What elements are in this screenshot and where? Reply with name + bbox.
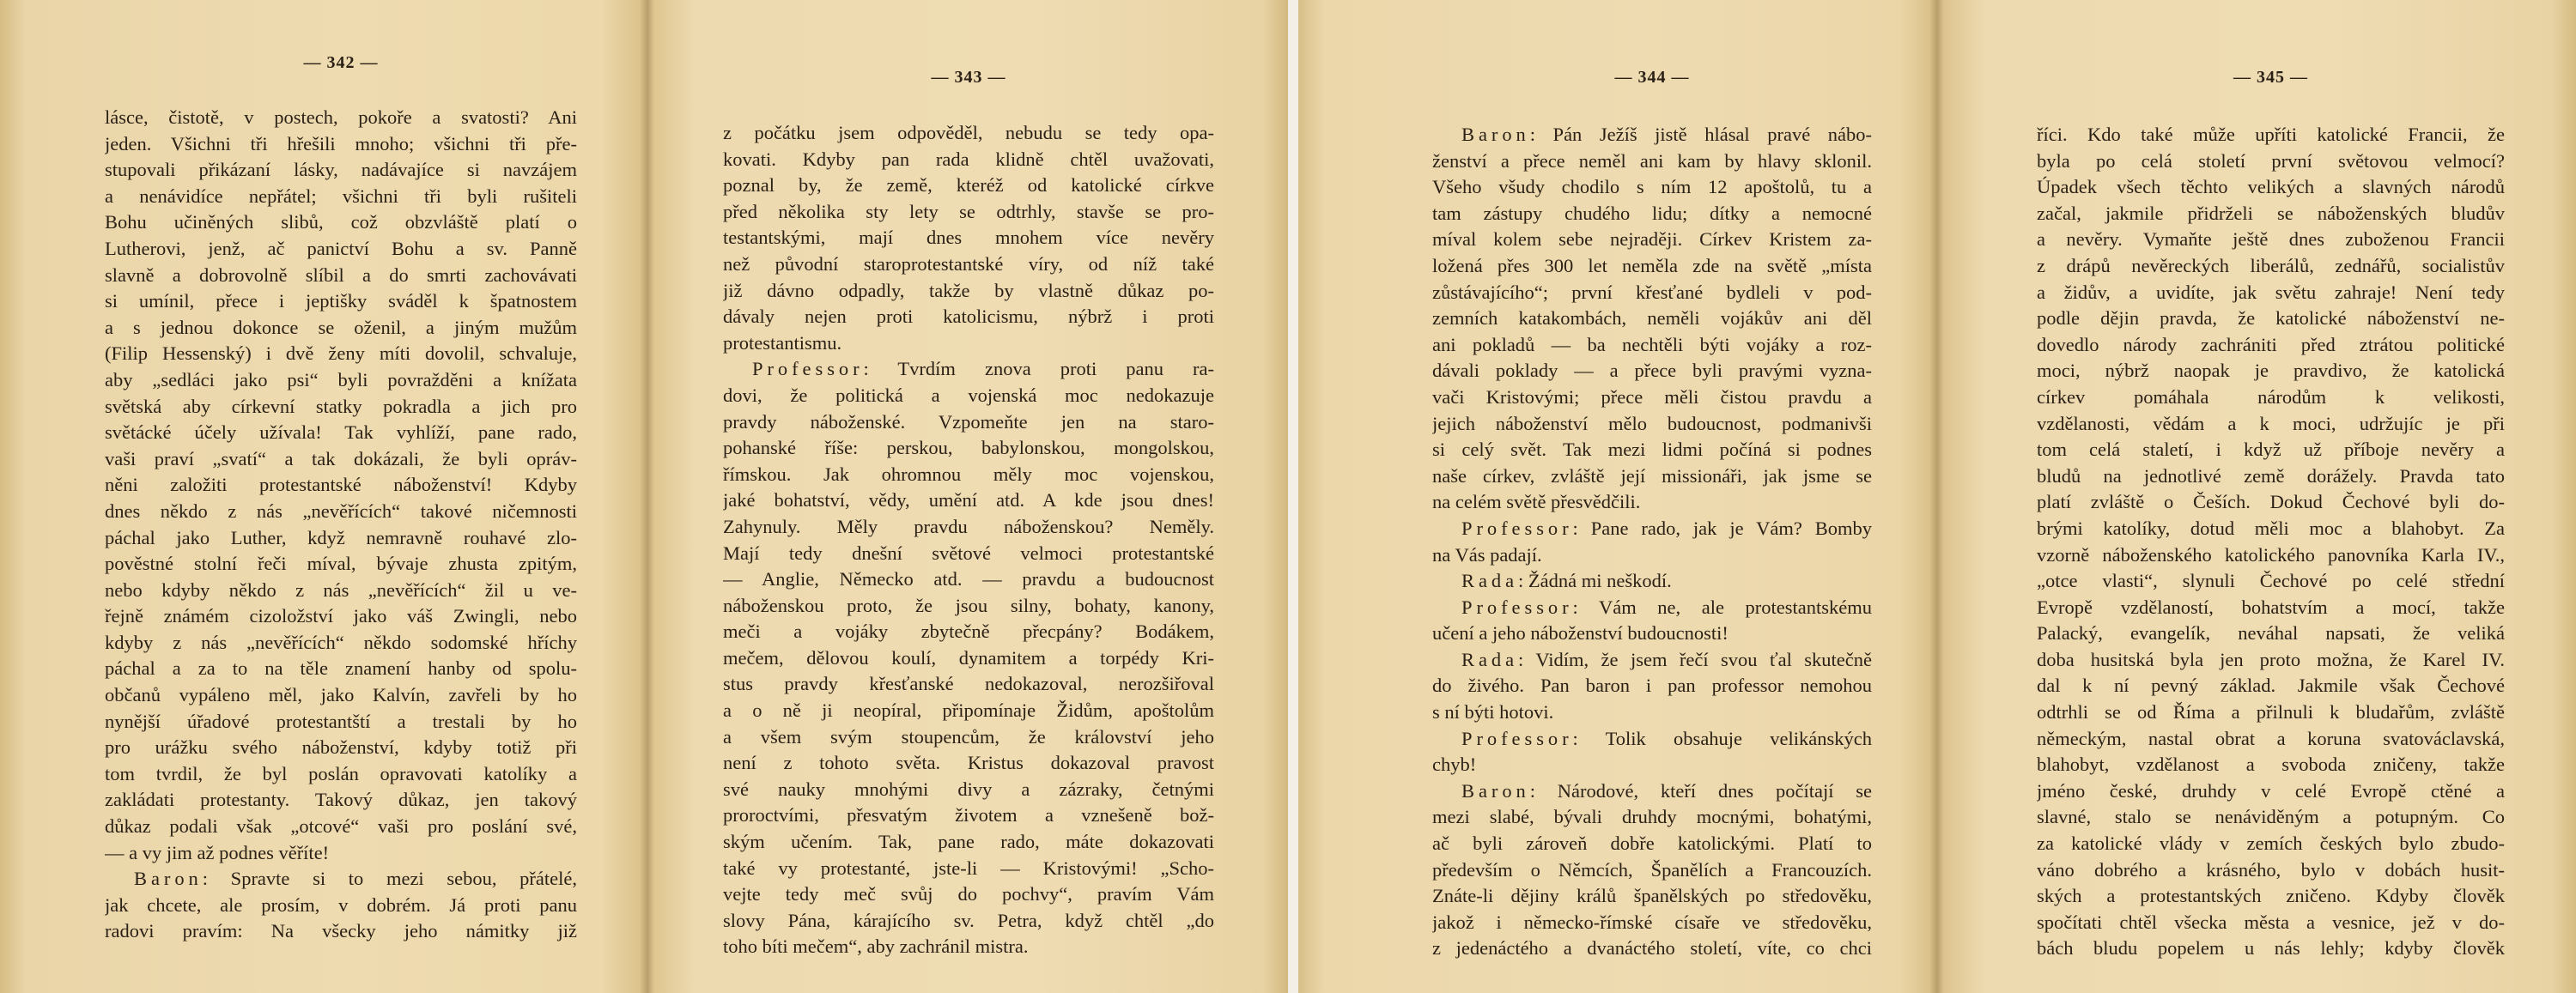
text-line: jaké bohatství, vědy, umění atd. A kde jsou dnes! (723, 489, 1214, 512)
text-line: nynější úřadové protestantští a trestali by ho (105, 710, 577, 732)
text-line: a s jednou dokonce se oženil, a jiným mužům (105, 316, 577, 338)
page-text (723, 120, 1214, 960)
paragraph (723, 356, 1214, 960)
paragraph (1432, 122, 1872, 516)
text-line: zakládati protestanty. Takový důkaz, jen takový (105, 789, 577, 811)
text-line: naše církev, zvláště její missionáři, jak jsme se (1432, 464, 1872, 487)
text-line: a všem svým stoupencům, že království jeho (723, 725, 1214, 748)
text-line: moci, nýbrž naopak je pravdivo, že katolická (2037, 360, 2505, 382)
text-line: zůstávajícího“; první křesťané bydleli v pod- (1432, 281, 1872, 303)
text-line: z drápů nevěreckých liberálů, zednářů, socialistův (2037, 254, 2505, 276)
text-line: vejte tedy meč svůj do pochvy“, pravím Vám (723, 883, 1214, 905)
text-line: byla po celá století první světovou velmocí? (2037, 149, 2505, 172)
speech-text: : Pane rado, jak je Vám? Bomby (1572, 517, 1872, 539)
text-line: pověstné stolní řeči míval, bývaje zhusta zpitým, (105, 553, 577, 575)
text-line: poznal by, že země, kteréž od katolické církve (723, 174, 1214, 197)
speech-text: : Tolik obsahuje velikánských (1572, 727, 1872, 749)
text-line: ač byli zároveň dobře katolickými. Platí to (1432, 833, 1872, 855)
text-line: a o ně ji neopíral, připomínaje Židům, apoštolům (723, 699, 1214, 722)
text-line: jeden. Všichni tři hřešili mnoho; všichni tři pře- (105, 132, 577, 154)
page-343 (723, 0, 1214, 993)
text-line: dal k ní pevný základ. Jakmile však Čechové (2037, 675, 2505, 697)
text-line: něni založiti protestantské náboženství! Kdyby (105, 474, 577, 496)
text-line: a nenávidíce nepřátel; všichni tři byli rušiteli (105, 185, 577, 207)
text-line: protestantismu. (723, 331, 842, 354)
text-line: za katolické vlády v zemích českých bylo zbudo- (2037, 833, 2505, 855)
text-line: odtrhli se od Říma a přilnuli k bludařům, zvláště (2037, 701, 2505, 724)
text-line: ložená přes 300 let neměla zde na světě „místa (1432, 254, 1872, 276)
text-line: nebo kdyby někdo z nás „nevěřících“ žil u ve- (105, 578, 577, 601)
text-line: ani pokladů — ba nechtěli býti vojáky a roz- (1432, 333, 1872, 355)
text-line: jméno české, druhdy v celé Evropě ctěné a (2037, 779, 2505, 802)
text-line: Evropě vzdělaností, bohatstvím a mocí, takže (2037, 596, 2505, 618)
text-line: Mají tedy dnešní světové velmoci protestantské (723, 542, 1214, 564)
text-line: ženství a přece neměl ani kam by hlavy sklonil. (1432, 149, 1872, 172)
text-line: jak chcete, ale prosím, v dobrém. Já proti panu (105, 893, 577, 916)
text-line: než původní staroprotestantské víry, od níž také (723, 252, 1214, 275)
text-line: páchal jako Luther, když nemravně rouhavé zlo- (105, 526, 577, 548)
speaker-name: Professor (752, 358, 864, 380)
text-line (1432, 516, 1872, 542)
speaker-name: Professor (1461, 727, 1573, 749)
text-line: — a vy jim až podnes věříte! (105, 841, 330, 863)
speech-text: : Žádná mi neškodí. (1518, 570, 1672, 592)
text-line: Palacký, evangelík, neváhal napsati, že veliká (2037, 622, 2505, 645)
book-spread-right (1298, 0, 2576, 993)
text-line (723, 356, 1214, 383)
text-line: ských a protestantských zničeno. Kdyby člověk (2037, 885, 2505, 907)
text-line: začal, jakmile přidrželi se náboženských bludův (2037, 202, 2505, 224)
page-345 (2037, 0, 2505, 993)
text-line: dávali poklady — a přece byli pravými vyzna- (1432, 360, 1872, 382)
text-line: své nauky mnohými divy a zázraky, četnými (723, 778, 1214, 800)
text-line: tom tvrdil, že byl poslán opravovati katolíky a (105, 762, 577, 784)
page-number: — 343 — (931, 68, 1006, 87)
page-text (2037, 122, 2505, 962)
text-line: radovi pravím: Na všecky jeho námitky již (105, 920, 577, 942)
speaker-name: Baron (1461, 779, 1530, 802)
page-number: — 342 — (303, 53, 379, 72)
text-line: toho bíti mečem“, aby zachránil mistra. (723, 935, 1029, 958)
text-line: doba husitská byla jen proto možna, že Karel IV. (2037, 648, 2505, 670)
text-line: není z tohoto světa. Kristus dokazoval pravost (723, 752, 1214, 774)
text-line: bludů na jednotlivé země dorážely. Pravda tato (2037, 464, 2505, 487)
text-line: stus pravdy křesťanské nedokazoval, nerozšiřoval (723, 673, 1214, 695)
text-line: říci. Kdo také může upříti katolické Francii, že (2037, 124, 2505, 145)
page-number: — 345 — (2233, 68, 2308, 87)
page-342 (105, 0, 577, 993)
text-line: míval kolem sebe nejraději. Církev Kristem za- (1432, 228, 1872, 251)
text-line: stupovali přikázaní lásky, nadávajíce si navzájem (105, 159, 577, 181)
speech-text: : Vám ne, ale protestantskému (1572, 596, 1872, 618)
speaker-name: Baron (134, 868, 203, 890)
text-line: vaši praví „svatí“ a tak dokázali, že byli opráv- (105, 447, 577, 469)
text-line: podle dějin pravda, že katolické náboženství ne- (2037, 307, 2505, 330)
text-line: na celém světě přesvědčili. (1432, 491, 1641, 513)
text-line: aby „sedláci jako psi“ byli povražděni a knížata (105, 368, 577, 391)
text-line: a židův, a uvidíte, jak světu zahraje! Není tedy (2037, 281, 2505, 303)
text-line: vzdělanosti, vědám a k moci, udržujíc je při (2037, 412, 2505, 434)
paragraph (1432, 726, 1872, 778)
text-line: ským učením. Tak, pane rado, máte dokazovati (723, 831, 1214, 853)
speaker-name: Baron (1461, 124, 1530, 145)
paragraph (1432, 647, 1872, 726)
text-line: Zahynuly. Měly pravdu náboženskou? Neměly. (723, 515, 1214, 537)
text-line: jejich náboženství mělo budoucnost, podmanivši (1432, 412, 1872, 434)
speech-text: : Pán Ježíš jistě hlásal pravé nábo- (1529, 124, 1872, 145)
text-line: tom celá staletí, i když už příboje nevěry a (2037, 439, 2505, 461)
text-line: světácké účely užívala! Tak vyhlíží, pane rado, (105, 421, 577, 444)
text-line: lásce, čistotě, v postech, pokoře a svatosti? Ani (105, 106, 577, 128)
page-number: — 344 — (1614, 68, 1690, 87)
paragraph (1432, 778, 1872, 962)
text-line: slavně a dobrovolně slíbil a do smrti zachovávati (105, 263, 577, 286)
text-line: páchal a za to na těle znamení hanby od spolu- (105, 657, 577, 680)
text-line: jakož i německo-římské císaře ve středověku, (1432, 911, 1872, 933)
text-line: do živého. Pan baron i pan professor nemohou (1432, 675, 1872, 697)
text-line: vzorně náboženského katolického panovníka Karla IV., (2037, 543, 2505, 566)
text-line: Znáte-li dějiny králů španělských po středověku, (1432, 885, 1872, 907)
text-line: slovy Pána, kárajícího sv. Petra, když chtěl „do (723, 909, 1214, 931)
text-line: a nevěry. Vymaňte ještě dnes zuboženou Francii (2037, 228, 2505, 251)
text-line: chyb! (1432, 754, 1477, 776)
text-line: pravdy náboženské. Vzpomeňte jen na staro- (723, 410, 1214, 433)
text-line: učení a jeho náboženství budoucnosti! (1432, 622, 1728, 645)
text-line: tam zástupy chudého lidu; dítky a nemocné (1432, 202, 1872, 224)
paragraph (105, 866, 577, 945)
paragraph (105, 105, 577, 866)
text-line (1432, 778, 1872, 805)
text-line (1432, 122, 1872, 148)
text-line: proroctvími, přesvatým životem a vznešeně bož- (723, 804, 1214, 826)
text-line: dovi, že politická a vojenská moc nedokazuje (723, 384, 1214, 406)
text-line: církev pomáhala národům k velikosti, (2037, 385, 2505, 408)
text-line: světská aby církevní statky pokradla a jich pro (105, 395, 577, 417)
text-line: především o Němcích, Španělích a Francouzích. (1432, 858, 1872, 881)
text-line: na Vás padají. (1432, 543, 1542, 566)
speaker-name: Professor (1461, 517, 1573, 539)
text-line: slavné, stalo se nenáviděným a potupným. Co (2037, 806, 2505, 828)
paragraph (1432, 516, 1872, 568)
text-line (105, 866, 577, 893)
text-line: kdyby z nás „nevěřících“ někdo sodomské hříchy (105, 631, 577, 653)
speech-text: : Národové, kteří dnes počítají se (1529, 779, 1872, 802)
text-line: meči a vojáky zbytečně přecpány? Bodákem, (723, 621, 1214, 643)
text-line: Úpadek všech těchto velikých a slavných národů (2037, 176, 2505, 198)
speaker-name: Professor (1461, 596, 1573, 618)
text-line: občanů vypáleno měl, jako Kalvín, zavřeli by ho (105, 684, 577, 706)
text-line: bách bludu popelem u nás lehly; kdyby člověk (2037, 937, 2505, 960)
text-line: mezi slabé, bývali druhdy mocnými, bohatými, (1432, 806, 1872, 828)
text-line: váno dobrého a krásného, bylo v dobách husit- (2037, 858, 2505, 881)
text-line: dovedlo národy zachrániti před ztrátou politické (2037, 333, 2505, 355)
text-line: Lutherovi, jenž, ač panictví Bohu a sv. Panně (105, 237, 577, 259)
text-line: pohanské říše: perskou, babylonskou, mongolskou, (723, 437, 1214, 459)
text-line: z jedenáctého a dvanáctého století, víte, co chci (1432, 937, 1872, 960)
text-line: dnes někdo z nás „nevěřících“ takové ničemnosti (105, 500, 577, 522)
text-line: římskou. Jak ohromnou měly moc vojenskou, (723, 463, 1214, 485)
text-line: náboženskou proto, že jsou silny, bohaty, kanony, (723, 594, 1214, 616)
speaker-name: Rada (1461, 570, 1519, 592)
text-line: blahobyt, vzdělanost a svoboda zničeny, takže (2037, 754, 2505, 776)
speaker-name: Rada (1461, 648, 1519, 670)
text-line: testantskými, mají dnes mnohem více nevěry (723, 227, 1214, 249)
text-line (1432, 595, 1872, 621)
text-line: Bohu učiněných slibů, což obzvláště platí o (105, 211, 577, 233)
text-line: důkaz podali však „otcové“ vaši pro poslání své, (105, 815, 577, 838)
text-line: Všeho všudy chodilo s ním 12 apoštolů, tu a (1432, 176, 1872, 198)
text-line: zemních katakombách, neměli vojákův ani děl (1432, 307, 1872, 330)
text-line: již dávno odpadly, takže by vlastně důkaz po- (723, 279, 1214, 301)
text-line: si umínil, přece i jeptišky sváděl k špatnostem (105, 290, 577, 312)
text-line: také vy protestanté, jste-li — Kristovými! „Scho- (723, 857, 1214, 879)
text-line: mečem, dělovou koulí, dynamitem a torpédy Kri- (723, 646, 1214, 669)
text-line: spočítati chtěl všecka města a vesnice, jež v do- (2037, 911, 2505, 933)
text-line: s ní býti hotovi. (1432, 701, 1554, 724)
speech-text: : Tvrdím znova proti panu ra- (863, 358, 1214, 380)
text-line: řejně známém cizoložství jako váš Zwingli, nebo (105, 605, 577, 627)
text-line (1432, 568, 1872, 595)
page-text (105, 105, 577, 945)
text-line: kovati. Kdyby pan rada klidně chtěl uvažovati, (723, 148, 1214, 170)
page-text (1432, 122, 1872, 962)
text-line (1432, 647, 1872, 674)
text-line: si celý svět. Tak mezi lidmi počíná si podnes (1432, 439, 1872, 461)
page-344 (1432, 0, 1872, 993)
text-line: před několika sty lety se odtrhly, stavše se pro- (723, 200, 1214, 222)
text-line: pro urážku svého náboženství, kdyby totiž při (105, 736, 577, 759)
text-line: — Anglie, Německo atd. — pravdu a budoucnost (723, 568, 1214, 590)
text-line: (Filip Hessenský) i dvě ženy míti dovolil, schvaluje, (105, 342, 577, 365)
speech-text: : Spravte si to mezi sebou, přátelé, (202, 868, 577, 890)
text-line: brými katolíky, dotud měli moc a blahobyt. Za (2037, 517, 2505, 539)
paragraph (1432, 595, 1872, 647)
text-line (1432, 726, 1872, 753)
text-line: dávaly nejen proti katolicismu, nýbrž i proti (723, 306, 1214, 328)
paragraph (1432, 568, 1872, 595)
paragraph (723, 120, 1214, 356)
text-line: z počátku jsem odpověděl, nebudu se tedy opa- (723, 122, 1214, 143)
text-line: vači Kristovými; přece měli čistou pravdu a (1432, 385, 1872, 408)
text-line: německým, nastal obrat a koruna svatováclavská, (2037, 727, 2505, 749)
text-line: „otce vlasti“, slynuli Čechové po celé střední (2037, 570, 2505, 592)
paragraph (2037, 122, 2505, 962)
text-line: platí zvláště o Češích. Dokud Čechové byli do- (2037, 491, 2505, 513)
speech-text: : Vidím, že jsem řečí svou ťal skutečně (1518, 648, 1872, 670)
